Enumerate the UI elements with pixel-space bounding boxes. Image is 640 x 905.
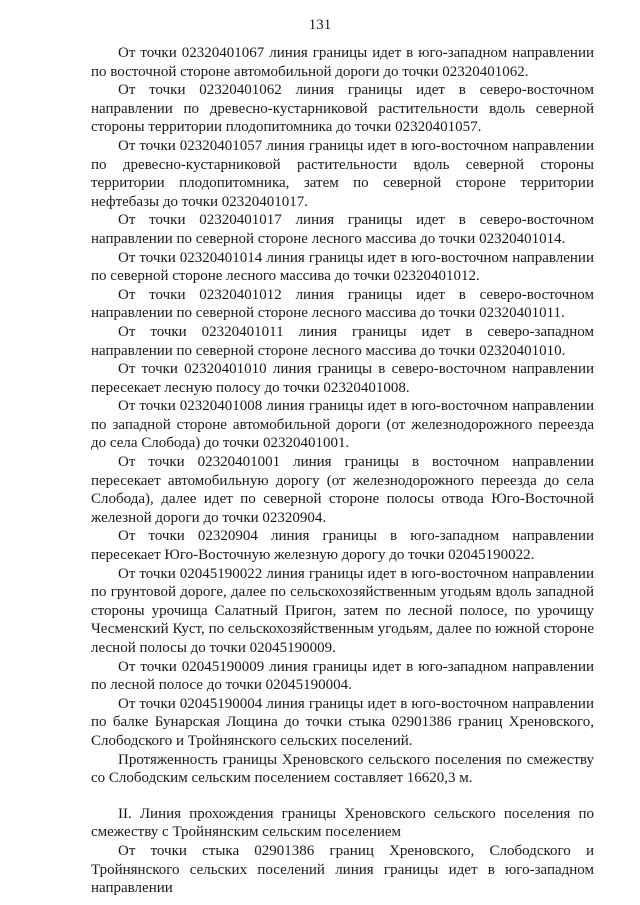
page-number: 131 bbox=[308, 17, 332, 33]
paragraph: От точки 02320401012 линия границы идет в северо-восточном направлении по северной стороне лесного массива до точки 02320401011. bbox=[91, 286, 594, 322]
summary-paragraph: Протяженность границы Хреновского сельского поселения по смежеству со Слободским сельским поселением составляет 16620,3 м. bbox=[91, 751, 594, 787]
document-body bbox=[91, 44, 594, 898]
paragraph: От точки 02320401062 линия границы идет в северо-восточном направлении по древесно-кустарниковой растительности вдоль северной стороны территории плодопитомника до точки 02320401057. bbox=[91, 82, 594, 136]
paragraph: От точки 02320401067 линия границы идет в юго-западном направлении по восточной стороне автомобильной дороги до точки 02320401062. bbox=[91, 45, 594, 80]
section-heading: II. Линия прохождения границы Хреновского сельского поселения по смежеству с Тройнянским сельским поселением bbox=[91, 805, 594, 841]
paragraph: От точки 02320401001 линия границы в восточном направлении пересекает автомобильную дорогу (от железнодорожного переезда до села Слобода), далее идет по северной стороне полосы отвода Юго-Восточной железной дороги до точки 02320904. bbox=[91, 454, 594, 526]
paragraph: От точки 02320401057 линия границы идет в юго-восточном направлении по древесно-кустарниковой растительности вдоль северной стороны территории плодопитомника, затем по северной стороне территории нефтебазы до точки 02320401017. bbox=[91, 137, 594, 210]
paragraph: От точки 02320401011 линия границы идет в северо-западном направлении по северной стороне лесного массива до точки 02320401010. bbox=[91, 323, 594, 359]
paragraph: От точки 02320401008 линия границы идет в юго-восточном направлении по западной стороне автомобильной дороги (от железнодорожного переезда до села Слобода) до точки 02320401001. bbox=[91, 398, 594, 452]
paragraph: От точки 02320401017 линия границы идет в северо-восточном направлении по северной стороне лесного массива до точки 02320401014. bbox=[91, 212, 594, 247]
paragraph: От точки 02320904 линия границы в юго-западном направлении пересекает Юго-Восточную железную дорогу до точки 02045190022. bbox=[91, 528, 594, 564]
paragraph: От точки 02320401014 линия границы идет в юго-восточном направлении по северной стороне лесного массива до точки 02320401012. bbox=[91, 249, 594, 285]
section-spacer bbox=[91, 788, 594, 805]
paragraph: От точки 02045190022 линия границы идет в юго-восточном направлении по грунтовой дороге, далее по сельскохозяйственным угодьям вдоль западной стороны урочища Салатный Пригон, затем по лесной полосе, по урочищу Чесменский Куст, по сельскохозяйственным угодьям, далее по южной стороне лесной полосы до точки 02045190009. bbox=[91, 565, 594, 656]
paragraph: От точки 02320401010 линия границы в северо-восточном направлении пересекает лесную полосу до точки 02320401008. bbox=[91, 361, 594, 396]
paragraph: От точки стыка 02901386 границ Хреновского, Слободского и Тройнянского сельских поселений линия границы идет в юго-западном направлении bbox=[91, 842, 594, 897]
paragraph: От точки 02045190009 линия границы идет в юго-западном направлении по лесной полосе до точки 02045190004. bbox=[91, 658, 594, 694]
paragraph: От точки 02045190004 линия границы идет в юго-восточном направлении по балке Бунарская Лощина до точки стыка 02901386 границ Хреновского, Слободского и Тройнянского сельских поселений. bbox=[91, 695, 594, 749]
